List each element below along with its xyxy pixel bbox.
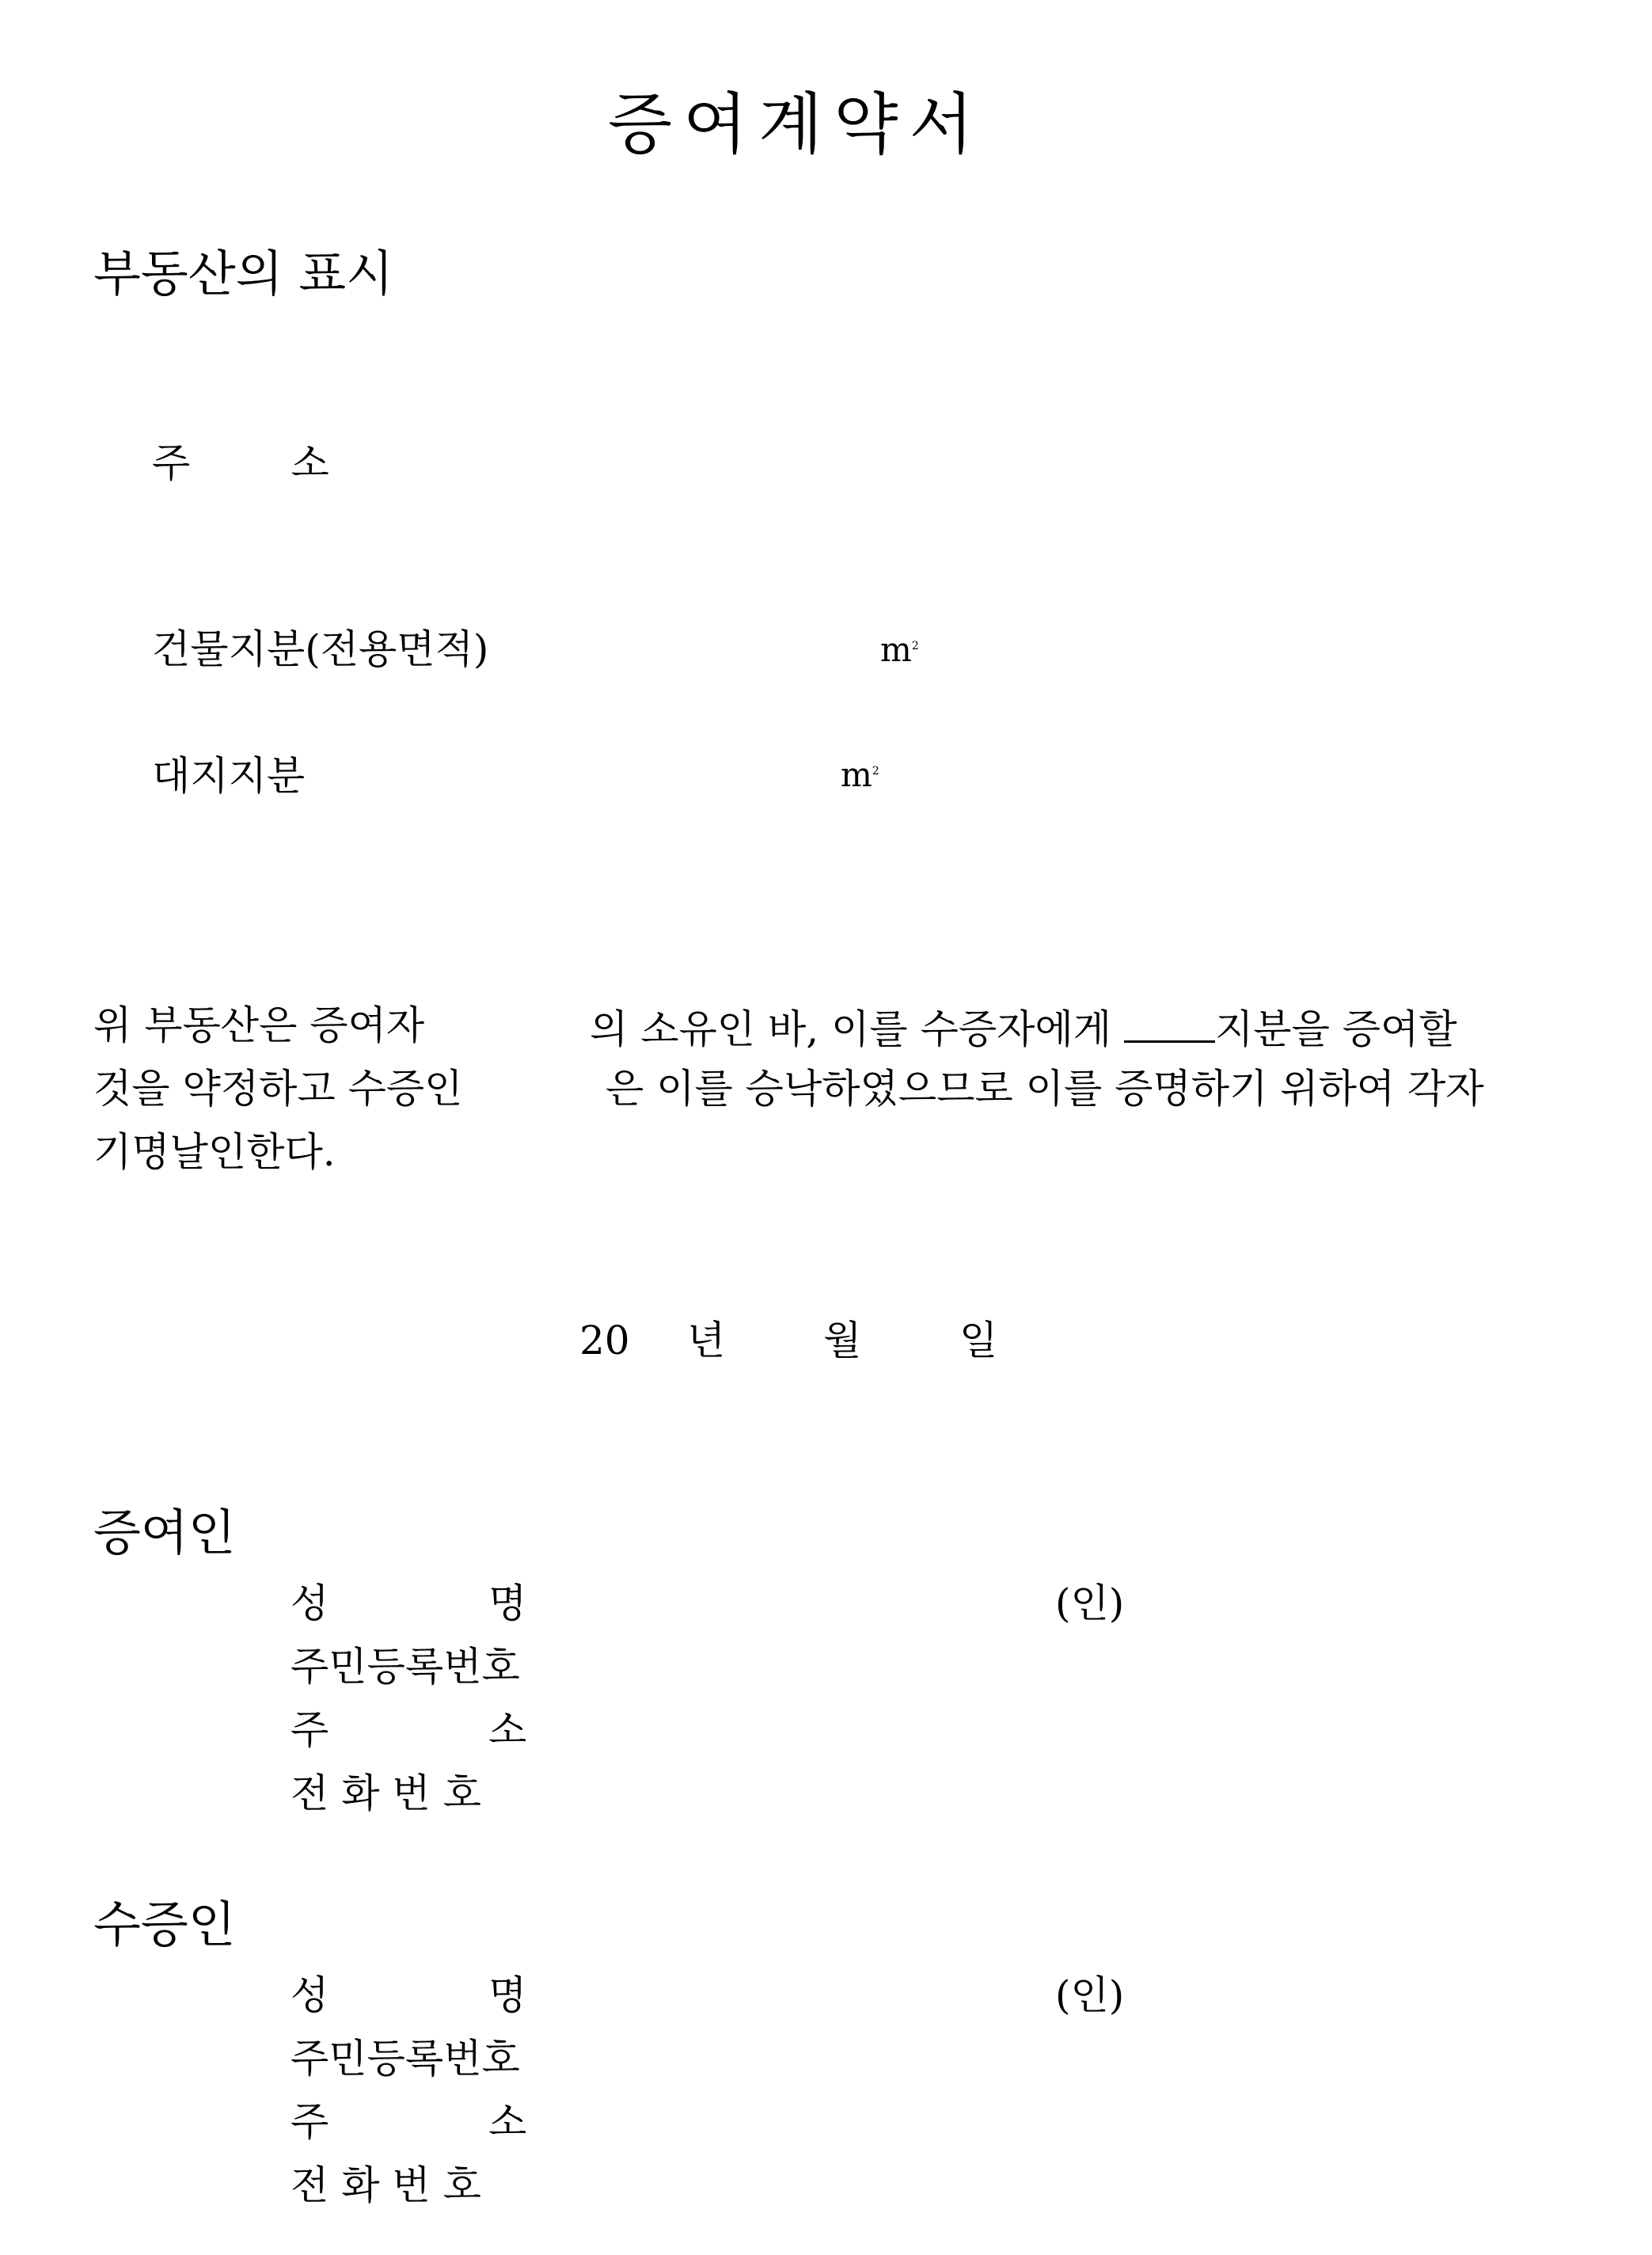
clause-line-1c-text: 지분을 증여할 [1214,1006,1457,1052]
clause-line-2a: 것을 약정하고 수증인 [93,1066,463,1112]
land-share-label: 대지지분 [152,753,306,799]
donee-name-label-2: 명 [488,1972,527,2018]
donee-address-label-2: 소 [488,2099,527,2145]
donor-address-label-1: 주 [291,1707,329,1753]
donor-name-label-1: 성 [291,1580,329,1626]
donor-phone-label: 전 화 번 호 [291,1770,481,1816]
donee-name-label-1: 성 [291,1972,329,2018]
date-day-label: 일 [959,1318,998,1363]
clause-line-2b: 은 이를 승낙하였으므로 이를 증명하기 위하여 각자 [606,1066,1484,1112]
building-area-unit: $m^2$ [880,630,919,669]
clause-line-3: 기명날인한다. [93,1129,336,1175]
donee-address-label-1: 주 [291,2099,329,2145]
donor-heading: 증여인 [93,1504,236,1561]
donor-name-label-2: 명 [488,1580,527,1626]
property-heading: 부동산의 표시 [93,245,394,302]
donee-seal: (인) [1055,1972,1125,2018]
donee-id-label: 주민등록번호 [291,2036,520,2082]
donor-id-label: 주민등록번호 [291,1644,520,1690]
document-title: 증여계약서 [608,86,985,163]
donor-seal: (인) [1055,1580,1125,1626]
land-area-unit: $m^2$ [841,755,879,794]
clause-line-1b-text: 의 소유인 바, 이를 수증자에게 [590,1006,1112,1052]
building-share-label: 건물지분(전용면적) [152,626,489,672]
donee-phone-label: 전 화 번 호 [291,2162,481,2208]
donee-heading: 수증인 [93,1896,236,1953]
clause-line-1a: 위 부동산은 증여자 [93,1002,425,1048]
share-blank [1124,1006,1215,1043]
property-address-label: 주 소 [152,440,329,486]
clause-line-1b [590,1006,1457,1052]
date-year-label: 년 [687,1318,726,1363]
date-month-label: 월 [823,1318,862,1363]
donor-address-label-2: 소 [488,1707,527,1753]
date-year-prefix: 20 [579,1318,630,1363]
